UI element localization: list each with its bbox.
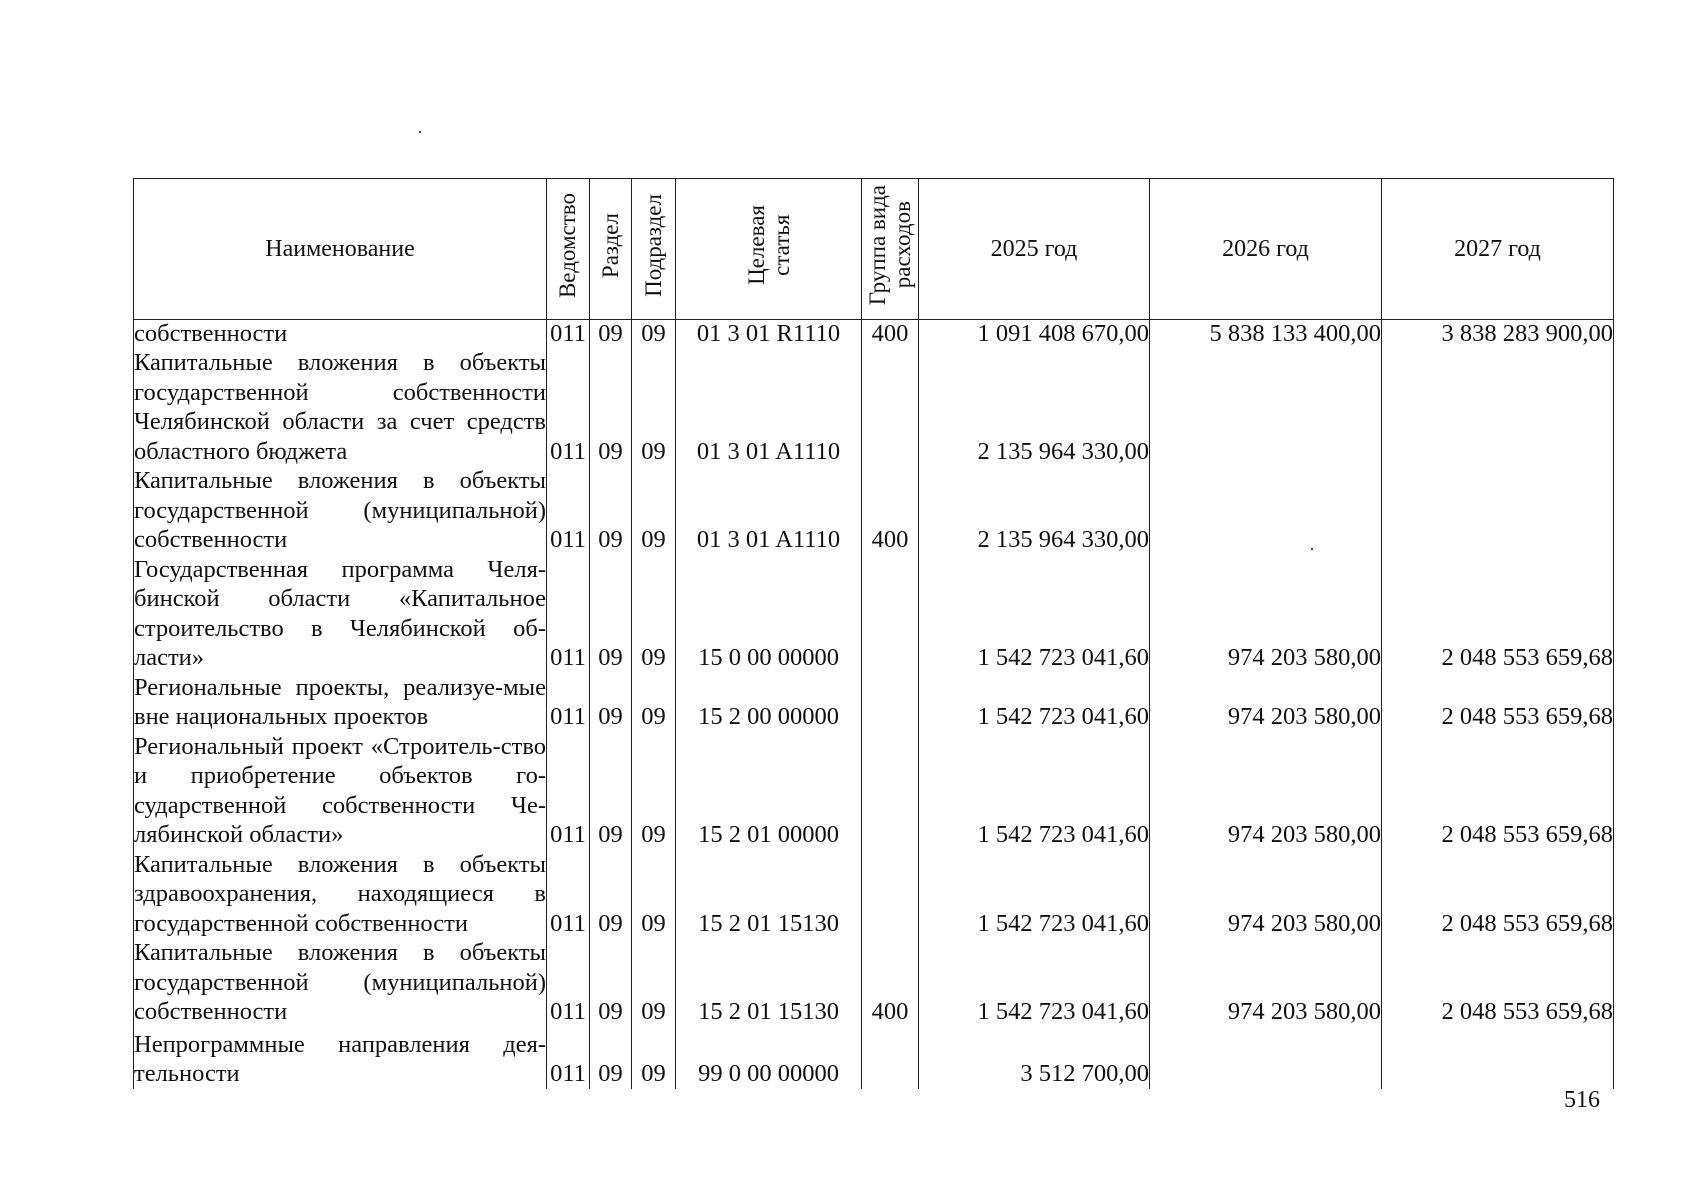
row-section: 09 bbox=[590, 850, 632, 939]
row-amount-2025: 1 542 723 041,60 bbox=[919, 850, 1150, 939]
row-amount-2026 bbox=[1150, 466, 1382, 555]
row-amount-2027: 2 048 553 659,68 bbox=[1382, 938, 1614, 1027]
row-subsection: 09 bbox=[632, 466, 676, 555]
row-expense-group: 400 bbox=[862, 320, 919, 349]
row-section: 09 bbox=[590, 1027, 632, 1089]
row-expense-group bbox=[862, 348, 919, 466]
row-subsection: 09 bbox=[632, 320, 676, 349]
row-name: Капитальные вложения в объекты здравоохранения, находящиеся в государственной собственности bbox=[134, 850, 546, 937]
table-row bbox=[134, 850, 1614, 939]
row-amount-2026: 974 203 580,00 bbox=[1150, 555, 1382, 673]
row-expense-group: 400 bbox=[862, 938, 919, 1027]
row-department: 011 bbox=[547, 938, 590, 1027]
row-amount-2025: 1 542 723 041,60 bbox=[919, 938, 1150, 1027]
table-row bbox=[134, 320, 1614, 349]
row-amount-2026 bbox=[1150, 348, 1382, 466]
row-section: 09 bbox=[590, 673, 632, 732]
row-target-article: 99 0 00 00000 bbox=[676, 1027, 862, 1089]
row-amount-2026: 974 203 580,00 bbox=[1150, 938, 1382, 1027]
row-name: Непрограммные направления дея-тельности bbox=[134, 1027, 547, 1089]
row-amount-2027 bbox=[1382, 348, 1614, 466]
row-section: 09 bbox=[590, 555, 632, 673]
row-amount-2025: 1 542 723 041,60 bbox=[919, 555, 1150, 673]
row-target-article: 01 3 01 A1110 bbox=[676, 348, 862, 466]
table-row bbox=[134, 732, 1614, 850]
row-target-article: 01 3 01 A1110 bbox=[676, 466, 862, 555]
header-subsection: Подраздел bbox=[632, 179, 676, 320]
header-target-article: Целевая статья bbox=[676, 179, 862, 320]
table-row bbox=[134, 1027, 1614, 1089]
row-target-article: 15 2 00 00000 bbox=[676, 673, 862, 732]
row-amount-2027: 3 838 283 900,00 bbox=[1382, 320, 1614, 349]
row-amount-2026: 5 838 133 400,00 bbox=[1150, 320, 1382, 349]
row-amount-2025: 1 542 723 041,60 bbox=[919, 673, 1150, 732]
row-section: 09 bbox=[590, 732, 632, 850]
row-expense-group bbox=[862, 1027, 919, 1089]
row-department: 011 bbox=[547, 673, 590, 732]
row-amount-2027 bbox=[1382, 1027, 1614, 1089]
budget-table bbox=[133, 178, 1614, 1089]
row-amount-2025: 1 091 408 670,00 bbox=[919, 320, 1150, 349]
header-2026: 2026 год bbox=[1150, 179, 1382, 320]
row-target-article: 01 3 01 R1110 bbox=[676, 320, 862, 349]
row-department: 011 bbox=[547, 348, 590, 466]
row-amount-2025: 2 135 964 330,00 bbox=[919, 466, 1150, 555]
row-amount-2027: 2 048 553 659,68 bbox=[1382, 732, 1614, 850]
row-amount-2026: 974 203 580,00 bbox=[1150, 850, 1382, 939]
row-amount-2025: 1 542 723 041,60 bbox=[919, 732, 1150, 850]
page-number: 516 bbox=[1564, 1087, 1600, 1113]
row-amount-2027: 2 048 553 659,68 bbox=[1382, 555, 1614, 673]
row-subsection: 09 bbox=[632, 348, 676, 466]
row-amount-2026: 974 203 580,00 bbox=[1150, 673, 1382, 732]
row-expense-group bbox=[862, 850, 919, 939]
header-section: Раздел bbox=[590, 179, 632, 320]
table-row bbox=[134, 555, 1614, 673]
row-department: 011 bbox=[547, 320, 590, 349]
row-name: собственности bbox=[134, 320, 547, 349]
row-expense-group bbox=[862, 732, 919, 850]
table-row bbox=[134, 466, 1614, 555]
row-amount-2025: 2 135 964 330,00 bbox=[919, 348, 1150, 466]
row-section: 09 bbox=[590, 466, 632, 555]
table-row bbox=[134, 673, 1614, 732]
scan-speck bbox=[419, 131, 421, 133]
header-2025: 2025 год bbox=[919, 179, 1150, 320]
table-row bbox=[134, 348, 1614, 466]
row-expense-group bbox=[862, 673, 919, 732]
row-section: 09 bbox=[590, 320, 632, 349]
row-amount-2027: 2 048 553 659,68 bbox=[1382, 673, 1614, 732]
row-name: Капитальные вложения в объекты государственной (муниципальной) собственности bbox=[134, 939, 546, 1025]
header-2027: 2027 год bbox=[1382, 179, 1614, 320]
header-name: Наименование bbox=[134, 179, 547, 320]
row-subsection: 09 bbox=[632, 555, 676, 673]
row-department: 011 bbox=[547, 1027, 590, 1089]
row-section: 09 bbox=[590, 348, 632, 466]
row-name: Региональные проекты, реализуе-мые вне национальных проектов bbox=[134, 673, 546, 730]
row-name: Капитальные вложения в объекты государственной (муниципальной) собственности bbox=[134, 467, 546, 553]
table-row bbox=[134, 938, 1614, 1027]
row-amount-2026: 974 203 580,00 bbox=[1150, 732, 1382, 850]
row-department: 011 bbox=[547, 732, 590, 850]
row-subsection: 09 bbox=[632, 673, 676, 732]
row-name: Капитальные вложения в объекты государственной собственности Челябинской области за счет средств областного бюджета bbox=[134, 349, 546, 465]
row-department: 011 bbox=[547, 850, 590, 939]
row-amount-2026 bbox=[1150, 1027, 1382, 1089]
row-subsection: 09 bbox=[632, 732, 676, 850]
row-name: Государственная программа Челя-бинской области «Капитальное строительство в Челябинской об-ласти» bbox=[134, 555, 546, 671]
table-header-row bbox=[134, 179, 1614, 320]
row-expense-group: 400 bbox=[862, 466, 919, 555]
row-target-article: 15 2 01 15130 bbox=[676, 938, 862, 1027]
row-department: 011 bbox=[547, 555, 590, 673]
row-amount-2027 bbox=[1382, 466, 1614, 555]
row-subsection: 09 bbox=[632, 850, 676, 939]
row-expense-group bbox=[862, 555, 919, 673]
row-amount-2025: 3 512 700,00 bbox=[919, 1027, 1150, 1089]
row-target-article: 15 2 01 15130 bbox=[676, 850, 862, 939]
row-subsection: 09 bbox=[632, 938, 676, 1027]
row-amount-2027: 2 048 553 659,68 bbox=[1382, 850, 1614, 939]
header-department: Ведомство bbox=[547, 179, 590, 320]
row-subsection: 09 bbox=[632, 1027, 676, 1089]
row-target-article: 15 2 01 00000 bbox=[676, 732, 862, 850]
row-department: 011 bbox=[547, 466, 590, 555]
row-name: Региональный проект «Строитель-ство и приобретение объектов го-сударственной собственности Че-лябинской области» bbox=[134, 732, 546, 848]
header-expense-group: Группа вида расходов bbox=[862, 179, 919, 320]
row-target-article: 15 0 00 00000 bbox=[676, 555, 862, 673]
row-section: 09 bbox=[590, 938, 632, 1027]
